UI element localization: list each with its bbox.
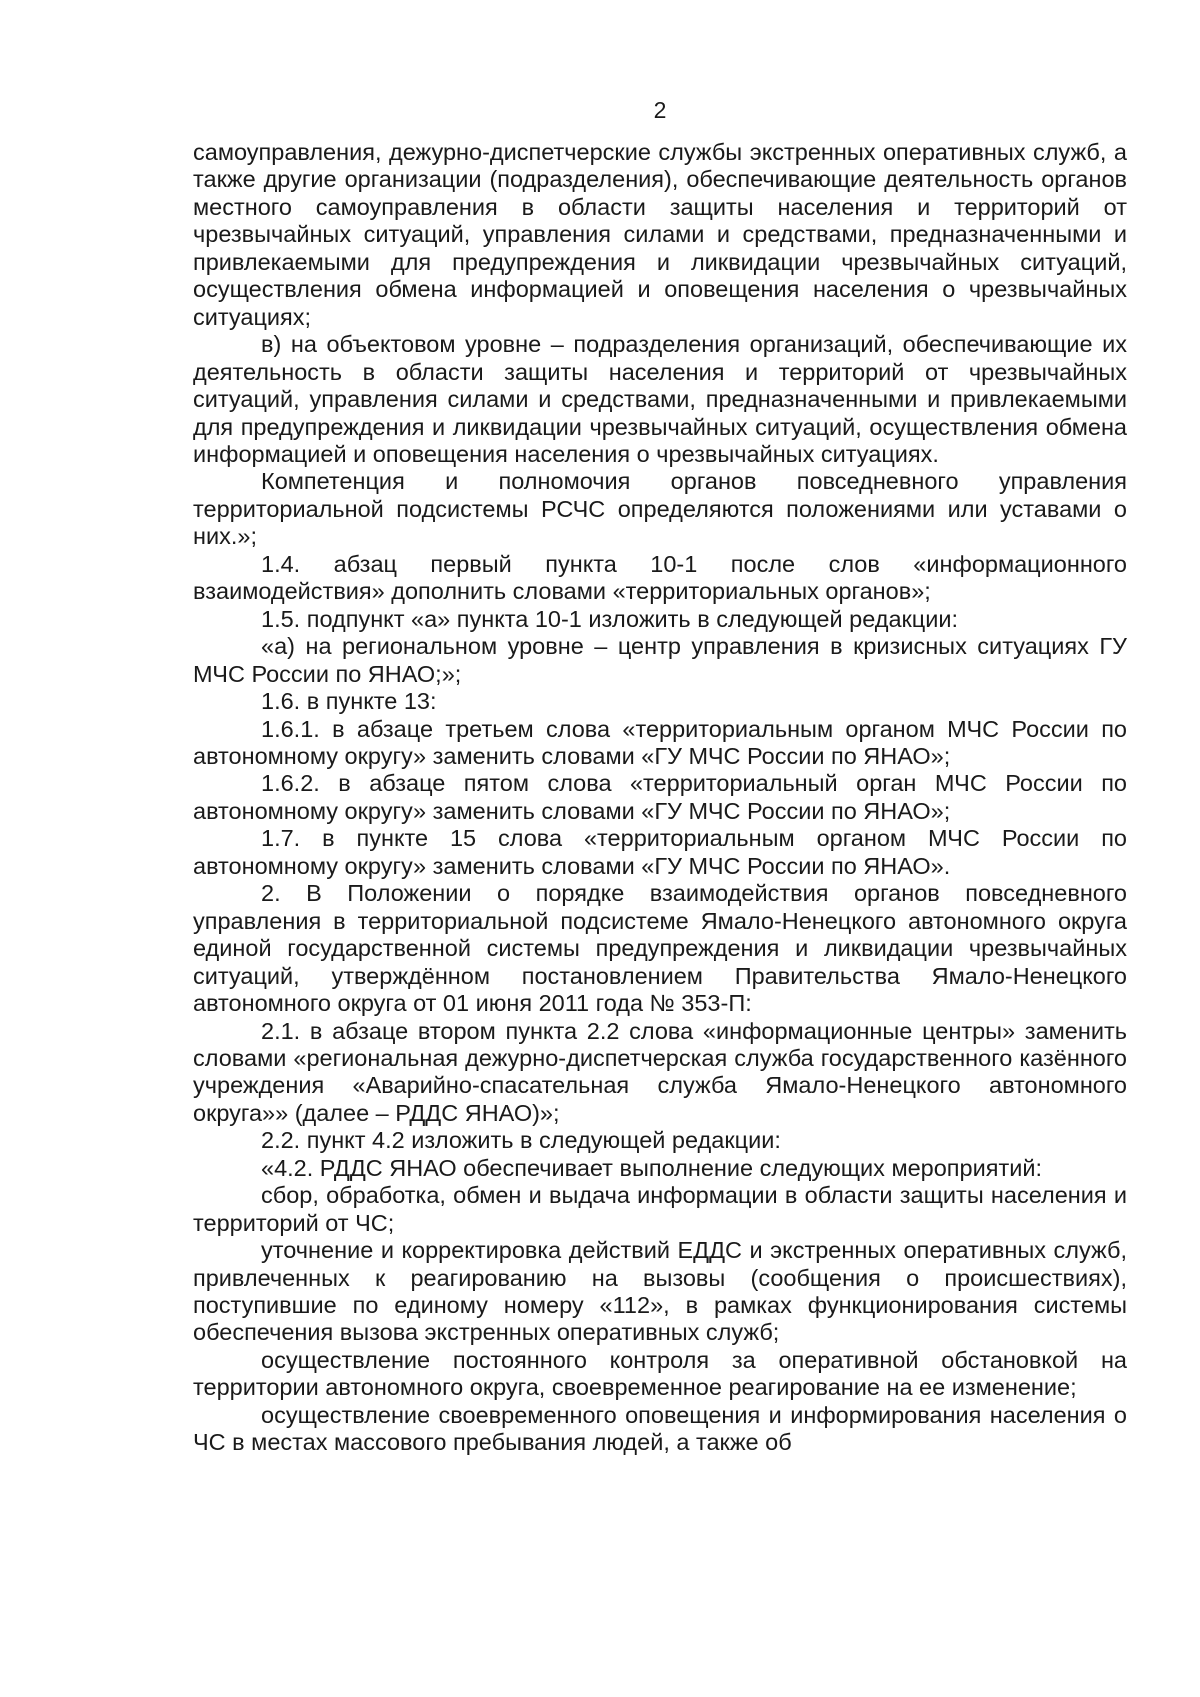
paragraph-continuation: самоуправления, дежурно-диспетчерские службы экстренных оперативных служб, а также другие организации (подразделения), обеспечивающие деятельность органов местного самоуправления в области защиты населения и территорий от чрезвычайных ситуаций, управления силами и средствами, предназначенными и привлекаемыми для предупреждения и ликвидации чрезвычайных ситуаций, осуществления обмена информацией и оповещения населения о чрезвычайных ситуациях; [193, 139, 1127, 330]
paragraph-1-7: 1.7. в пункте 15 слова «территориальным органом МЧС России по автономному округу» заменить словами «ГУ МЧС России по ЯНАО». [193, 825, 1127, 879]
paragraph-2-1: 2.1. в абзаце втором пункта 2.2 слова «информационные центры» заменить словами «региональная дежурно-диспетчерская служба государственного казённого учреждения «Аварийно-спасательная служба Ямало-Ненецкого автономного округа»» (далее – РДДС ЯНАО)»; [193, 1017, 1127, 1126]
paragraph-1-4: 1.4. абзац первый пункта 10-1 после слов «информационного взаимодействия» дополнить словами «территориальных органов»; [193, 550, 1127, 605]
page-number: 2 [653, 97, 667, 123]
paragraph-1-6-1: 1.6.1. в абзаце третьем слова «территориальным органом МЧС России по автономному округу» заменить словами «ГУ МЧС России по ЯНАО»; [193, 715, 1127, 769]
paragraph-2-2: 2.2. пункт 4.2 изложить в следующей редакции: [261, 1127, 781, 1154]
paragraph-clarification: уточнение и корректировка действий ЕДДС и экстренных оперативных служб, привлеченных к реагированию на вызовы (сообщения о происшествиях), поступившие по единому номеру «112», в рамках функционирования системы обеспечения вызова экстренных оперативных служб; [193, 1237, 1127, 1346]
paragraph-notification: осуществление своевременного оповещения и информирования населения о ЧС в местах массового пребывания людей, а также об [193, 1401, 1127, 1456]
paragraph-4-2: «4.2. РДДС ЯНАО обеспечивает выполнение следующих мероприятий: [261, 1154, 1042, 1181]
paragraph-2: 2. В Положении о порядке взаимодействия органов повседневного управления в территориальной подсистеме Ямало-Ненецкого автономного округа единой государственной системы предупреждения и ликвидации чрезвычайных ситуаций, утверждённом постановлением Правительства Ямало-Ненецкого автономного округа от 01 июня 2011 года № 353-П: [193, 880, 1127, 1017]
paragraph-collection: сбор, обработка, обмен и выдача информации в области защиты населения и территорий от ЧС; [193, 1182, 1127, 1236]
paragraph-object-level: в) на объектовом уровне – подразделения организаций, обеспечивающие их деятельность в области защиты населения и территорий от чрезвычайных ситуаций, управления силами и средствами, предназначенными и привлекаемыми для предупреждения и ликвидации чрезвычайных ситуаций, осуществления обмена информацией и оповещения населения о чрезвычайных ситуациях. [193, 331, 1127, 467]
paragraph-1-5-a: «а) на региональном уровне – центр управления в кризисных ситуациях ГУ МЧС России по ЯНАО;»; [193, 633, 1127, 687]
paragraph-1-6: 1.6. в пункте 13: [261, 688, 437, 715]
document-body [193, 139, 1127, 1457]
paragraph-1-5: 1.5. подпункт «а» пункта 10-1 изложить в следующей редакции: [261, 605, 959, 632]
paragraph-1-6-2: 1.6.2. в абзаце пятом слова «территориальный орган МЧС России по автономному округу» заменить словами «ГУ МЧС России по ЯНАО»; [193, 770, 1127, 824]
paragraph-competence: Компетенция и полномочия органов повседневного управления территориальной подсистемы РСЧС определяются положениями или уставами о них.»; [193, 468, 1127, 550]
paragraph-monitoring: осуществление постоянного контроля за оперативной обстановкой на территории автономного округа, своевременное реагирование на ее изменение; [193, 1346, 1127, 1401]
